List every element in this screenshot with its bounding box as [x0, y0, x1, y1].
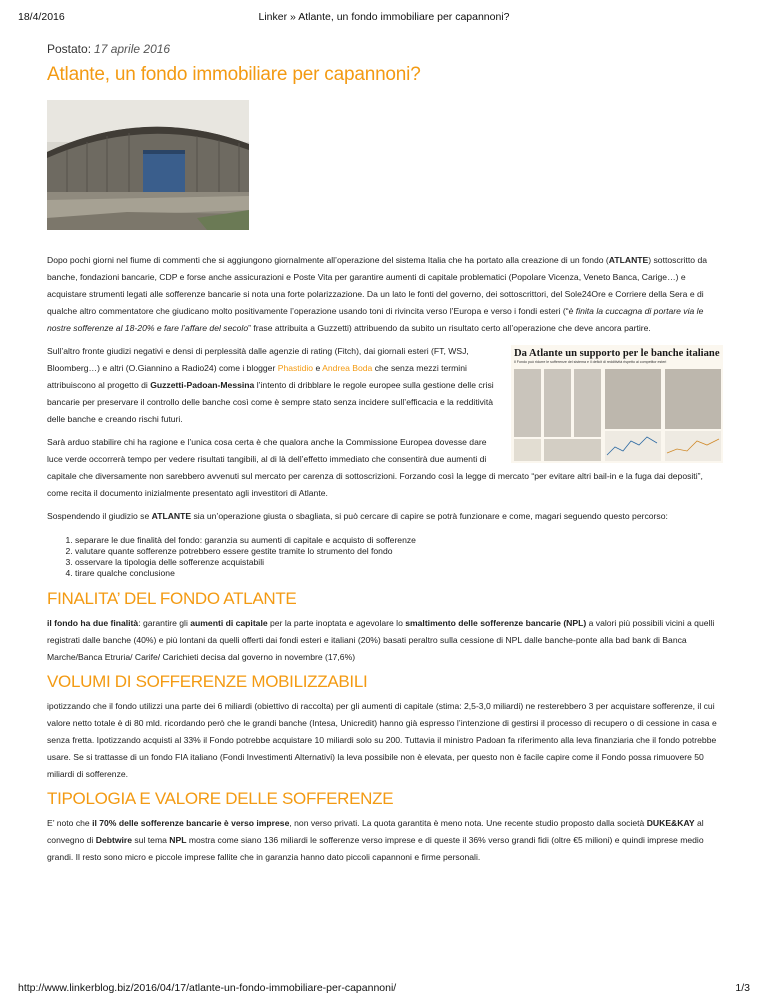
- list-item: 3. osservare la tipologia delle sofferenze acquistabili: [75, 557, 723, 568]
- section-heading-finalita: FINALITA’ DEL FONDO ATLANTE: [47, 589, 297, 608]
- critics-paragraph: Sull’altro fronte giudizi negativi e densi di perplessità dalle agenzie di rating (Fitch), dai giornali esteri (FT, WSJ, Bloomberg…) e altri (O.Giannino a Radio24) come i blogger Phastidio e Andrea Boda che senza mezzi termini attribuiscono al progetto di Guzzetti-Padoan-Messina l’intento di dribblare le regole europee sulla gestione delle crisi bancarie per preservare il controllo delle banche così come è sempre stato senza incidere sull’efficacia e la redditività delle banche e creando rischi futuri.: [47, 346, 494, 424]
- andrea-boda-link[interactable]: Andrea Boda: [322, 363, 373, 373]
- warehouse-photo: [47, 100, 249, 230]
- print-page-number: 1/3: [735, 982, 750, 994]
- volumi-paragraph: ipotizzando che il fondo utilizzi una parte dei 6 miliardi (obiettivo di raccolta) per gli aumenti di capitale (stima: 2,5-3,0 miliardi) ne resterebbero 3 per acquistare sofferenze, il cui valore netto totale è di 80 mld. ricordando però che le grandi banche (Intesa, Unicredit) hanno già espresso l’intenzione di gestirsi il processo di recupero o di cessione in casa e senza fretta. Ipotizzando acquisti al 33% il Fondo potrebbe acquistare 10 miliardi solo su 200. Tuttavia il ministro Padoan fa riferimento alla leva finanziaria che il fondo potrebbe usare. Se si trattasse di un fondo FIA italiano (Fondi Investimenti Alternativi) la leva possibile non è elevata, per questo non è facile capire come il Fondo possa rimuovere 50 miliardi di sofferenze.: [47, 701, 717, 779]
- finalita-paragraph: il fondo ha due finalità: garantire gli aumenti di capitale per la parte inoptata e agevolare lo smaltimento delle sofferenze bancarie (NPL) a valori più possibili vicini a quelli registrati dalle banche (40%) e più lontani da quelli offerti dai fondi esteri e italiani (20%) basati peraltro sulla cessione di NPL dalle banche-ponte alla bad bank di Banca Marche/Banca Etruria/ Carife/ Carichieti decisa dal governo in novembre (17,6%): [47, 618, 715, 662]
- phastidio-link[interactable]: Phastidio: [277, 363, 314, 373]
- posted-line: [47, 42, 723, 56]
- list-item: 4. tirare qualche conclusione: [75, 568, 723, 579]
- outlook-paragraph: Sarà arduo stabilire chi ha ragione e l’unica cosa certa è che qualora anche la Commissione Europea dovesse dare luce verde occorrerà tempo per vedere risultati tangibili, al di là dell’effetto immediato che consentirà due aumenti di capitale che diversamente non sarebbero avvenuti sul mercato per carenza di sottoscrizioni. Forzando così la legge di mercato “per evitare altri bail-in e la fuga dai depositi”, come recita il documento inizialmente presentato agli investitori di Atlante.: [47, 437, 703, 498]
- section-heading-volumi: VOLUMI DI SOFFERENZE MOBILIZZABILI: [47, 672, 368, 691]
- list-item: 2. valutare quante sofferenze potrebbero essere gestite tramite lo strumento del fondo: [75, 546, 723, 557]
- newspaper-subhead: Il Fondo può ridurre le sofferenze del sistema e il deficit di redditività rispetto ai competitor esteri: [514, 360, 667, 364]
- post-title[interactable]: Atlante, un fondo immobiliare per capannoni?: [47, 64, 421, 85]
- intro-paragraph: Dopo pochi giorni nel fiume di commenti che si aggiungono giornalmente all’operazione del sistema Italia che ha portato alla creazione di un fondo (ATLANTE) sottoscritto da banche, fondazioni bancarie, CDP e forse anche assicurazioni e Poste Vita per garantire aumenti di capitale problematici (Popolare Vicenza, Veneto Banca, Carige…) e acquistare strumenti legati alle sofferenze bancarie si nota una forte polarizzazione. Da un lato le fonti del governo, dei sottoscrittori, del Sole24Ore e Corriere della Sera e di qualche altro commentatore che giudicano molto positivamente l’operazione usando toni di rivincita verso l’Europa e verso i fondi esteri (“è finita la cuccagna di portare via le nostre sofferenze al 18-20% e fare l’affare del secolo” frase attribuita a Guzzetti) attribuendo da subito un risultato certo all’operazione che deve ancora partire.: [47, 255, 708, 333]
- print-url: http://www.linkerblog.biz/2016/04/17/atlante-un-fondo-immobiliare-per-capannoni/: [18, 982, 397, 994]
- section-heading-tipologia: TIPOLOGIA E VALORE DELLE SOFFERENZE: [47, 789, 394, 808]
- newspaper-headline: Da Atlante un supporto per le banche italiane: [514, 348, 720, 359]
- posted-date: 17 aprile 2016: [94, 42, 171, 56]
- article: [47, 42, 723, 872]
- approach-paragraph: Sospendendo il giudizio se ATLANTE sia un’operazione giusta o sbagliata, si può cercare di capire se potrà funzionare e come, magari seguendo questo percorso:: [47, 511, 668, 521]
- newspaper-clipping-image: [511, 345, 723, 463]
- tipologia-paragraph: E’ noto che il 70% delle sofferenze bancarie è verso imprese, non verso privati. La quota garantita è meno nota. Une recente studio proposto dalla società DUKE&KAY al convegno di Debtwire sul tema NPL mostra come siano 136 miliardi le sofferenze verso imprese e di queste il 36% verso grandi fidi (oltre €5 milioni) e quindi imprese medio grandi. Il resto sono micro e piccole imprese fallite che in garanzia hanno dato piccoli capannoni e firme personali.: [47, 818, 704, 862]
- print-date: 18/4/2016: [18, 11, 65, 23]
- list-item: 1. separare le due finalità del fondo: garanzia su aumenti di capitale e acquisto di sofferenze: [75, 535, 723, 546]
- steps-list: [47, 535, 723, 579]
- print-page-title: Linker » Atlante, un fondo immobiliare per capannoni?: [258, 11, 510, 23]
- posted-label: Postato:: [47, 42, 92, 56]
